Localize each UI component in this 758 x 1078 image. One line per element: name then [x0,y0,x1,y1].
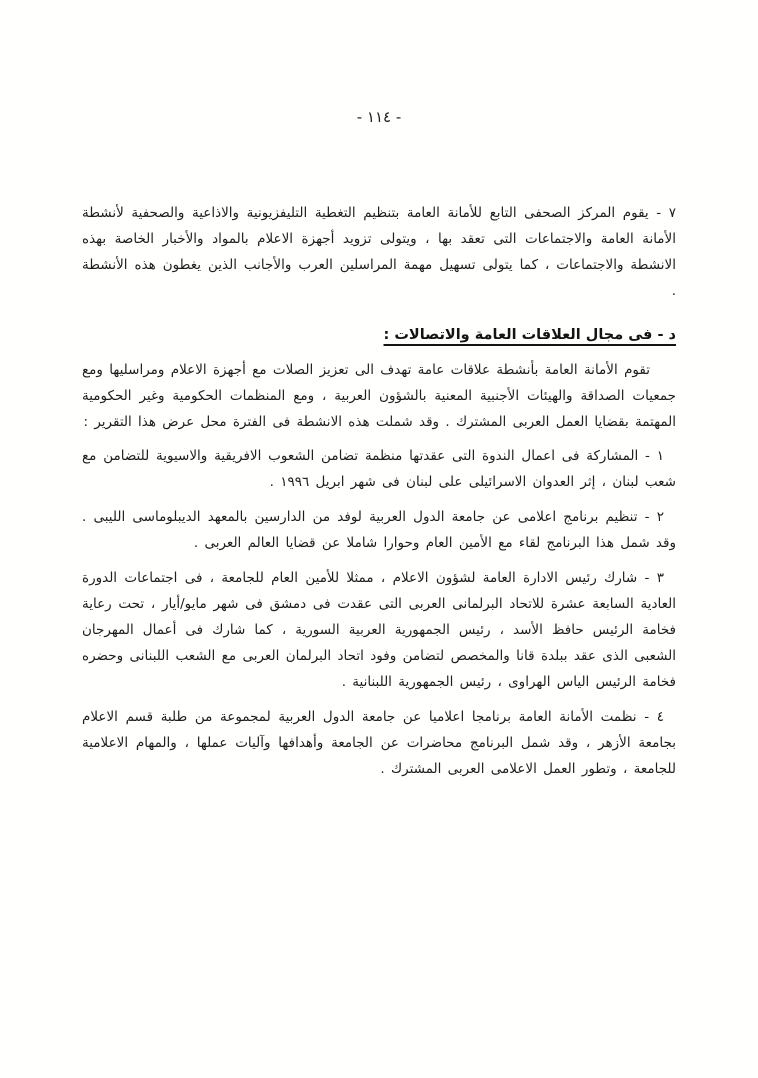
section-heading-wrap [82,324,676,343]
document-content [82,200,676,791]
list-item-3: ٣ - شارك رئيس الادارة العامة لشؤون الاعلام ، ممثلا للأمين العام للجامعة ، فى اجتماعات الدورة العادية السابعة عشرة للاتحاد البرلمانى العربى التى عقدت فى دمشق فى شهر مايو/أيار ، تحت رعاية فخامة الرئيس حافظ الأسد ، رئيس الجمهورية العربية السورية ، كما شارك فى أعمال المهرجان الشعبى الذى عقد ببلدة قانا والمخصص لتضامن وفود اتحاد البرلمان العربى مع الشعب اللبنانى وحضره فخامة الرئيس الياس الهراوى ، رئيس الجمهورية اللبنانية . [82,570,676,690]
list-item-2: ٢ - تنظيم برنامج اعلامى عن جامعة الدول العربية لوفد من الدارسين بالمعهد الديبلوماسى الليبى . وقد شمل هذا البرنامج لقاء مع الأمين العام وحوارا شاملا عن قضايا العالم العربى . [82,509,676,551]
paragraph-7: ٧ - يقوم المركز الصحفى التابع للأمانة العامة بتنظيم التغطية التليفزيونية والاذاعية والصحفية لأنشطة الأمانة العامة والاجتماعات التى تعقد بها ، ويتولى تزويد أجهزة الاعلام بالمواد والأخبار الخاصة بهذه الانشطة والاجتماعات ، كما يتولى تسهيل مهمة المراسلين العرب والأجانب الذين يغطون هذه الأنشطة . [82,205,676,299]
section-heading: د - فى مجال العلاقات العامة والاتصالات : [383,327,676,343]
page-number: - ١١٤ - [356,108,402,126]
intro-paragraph: تقوم الأمانة العامة بأنشطة علاقات عامة تهدف الى تعزيز الصلات مع أجهزة الاعلام ومراسليها ومع جمعيات الصداقة والهيئات الأجنبية المعنية بالشؤون العربية ، ومع المنظمات الحكومية وغير الحكومية المهتمة بقضايا العمل العربى المشترك . وقد شملت هذه الانشطة فى الفترة محل عرض هذا التقرير : [82,362,676,430]
list-item-1: ١ - المشاركة فى اعمال الندوة التى عقدتها منظمة تضامن الشعوب الافريقية والاسيوية للتضامن مع شعب لبنان ، إثر العدوان الاسرائيلى على لبنان فى شهر ابريل ١٩٩٦ . [82,448,676,490]
list-item-4: ٤ - نظمت الأمانة العامة برنامجا اعلاميا عن جامعة الدول العربية لمجموعة من طلبة قسم الاعلام بجامعة الأزهر ، وقد شمل البرنامج محاضرات عن الجامعة وأهدافها وآليات عملها ، والمهام الاعلامية للجامعة ، وتطور العمل الاعلامى العربى المشترك . [82,709,676,777]
